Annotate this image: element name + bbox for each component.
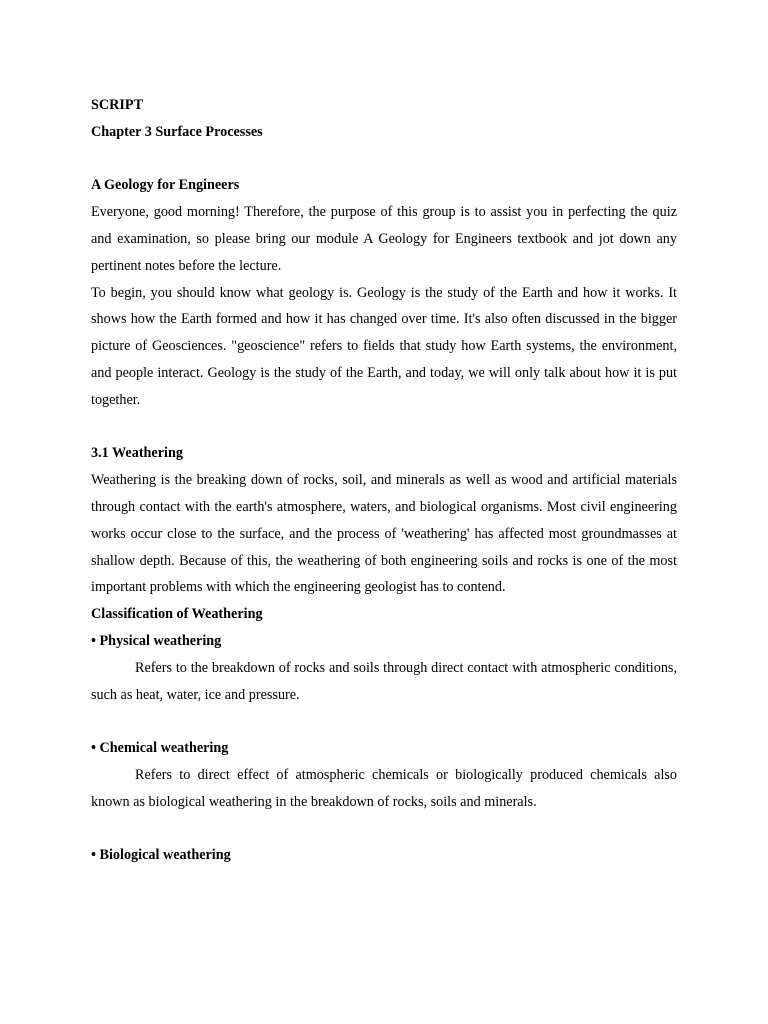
biological-weathering-heading: • Biological weathering <box>91 847 231 864</box>
spacer <box>91 146 677 173</box>
intro-paragraph: Everyone, good morning! Therefore, the purpose of this group is to assist you in perfecting the quiz and examination, so please bring our module A Geology for Engineers textbook and jot down any pertinent notes before the lecture. <box>91 204 677 274</box>
chemical-weathering-text: Refers to direct effect of atmospheric chemicals or biologically produced chemicals also known as biological weathering in the breakdown of rocks, soils and minerals. <box>91 766 677 810</box>
physical-weathering-text: Refers to the breakdown of rocks and soils through direct contact with atmospheric conditions, such as heat, water, ice and pressure. <box>91 659 677 703</box>
classification-heading: Classification of Weathering <box>91 606 263 623</box>
weathering-paragraph: Weathering is the breaking down of rocks, soil, and minerals as well as wood and artificial materials through contact with the earth's atmosphere, waters, and biological organisms. Most civil engineering works occur close to the surface, and the process of 'weathering' has affected most groundmasses at shallow depth. Because of this, the weathering of both engineering soils and rocks is one of the most important problems with which the engineering geologist has to contend. <box>91 472 677 596</box>
chapter-title: Chapter 3 Surface Processes <box>91 123 263 140</box>
document-label: SCRIPT <box>91 97 144 113</box>
section-heading-intro: A Geology for Engineers <box>91 177 240 194</box>
spacer <box>91 414 677 441</box>
chemical-weathering-heading: • Chemical weathering <box>91 740 229 757</box>
physical-weathering-heading: • Physical weathering <box>91 632 222 649</box>
geology-paragraph: To begin, you should know what geology is. Geology is the study of the Earth and how it works. It shows how the Earth formed and how it has changed over time. It's also often discussed in the bigger picture of Geosciences. "geoscience" refers to fields that study how Earth systems, the environment, and people interact. Geology is the study of the Earth, and today, we will only talk about how it is put together. <box>91 284 677 408</box>
spacer <box>91 708 677 735</box>
spacer <box>91 816 677 843</box>
document-body <box>91 92 677 869</box>
section-heading-weathering: 3.1 Weathering <box>91 445 183 462</box>
